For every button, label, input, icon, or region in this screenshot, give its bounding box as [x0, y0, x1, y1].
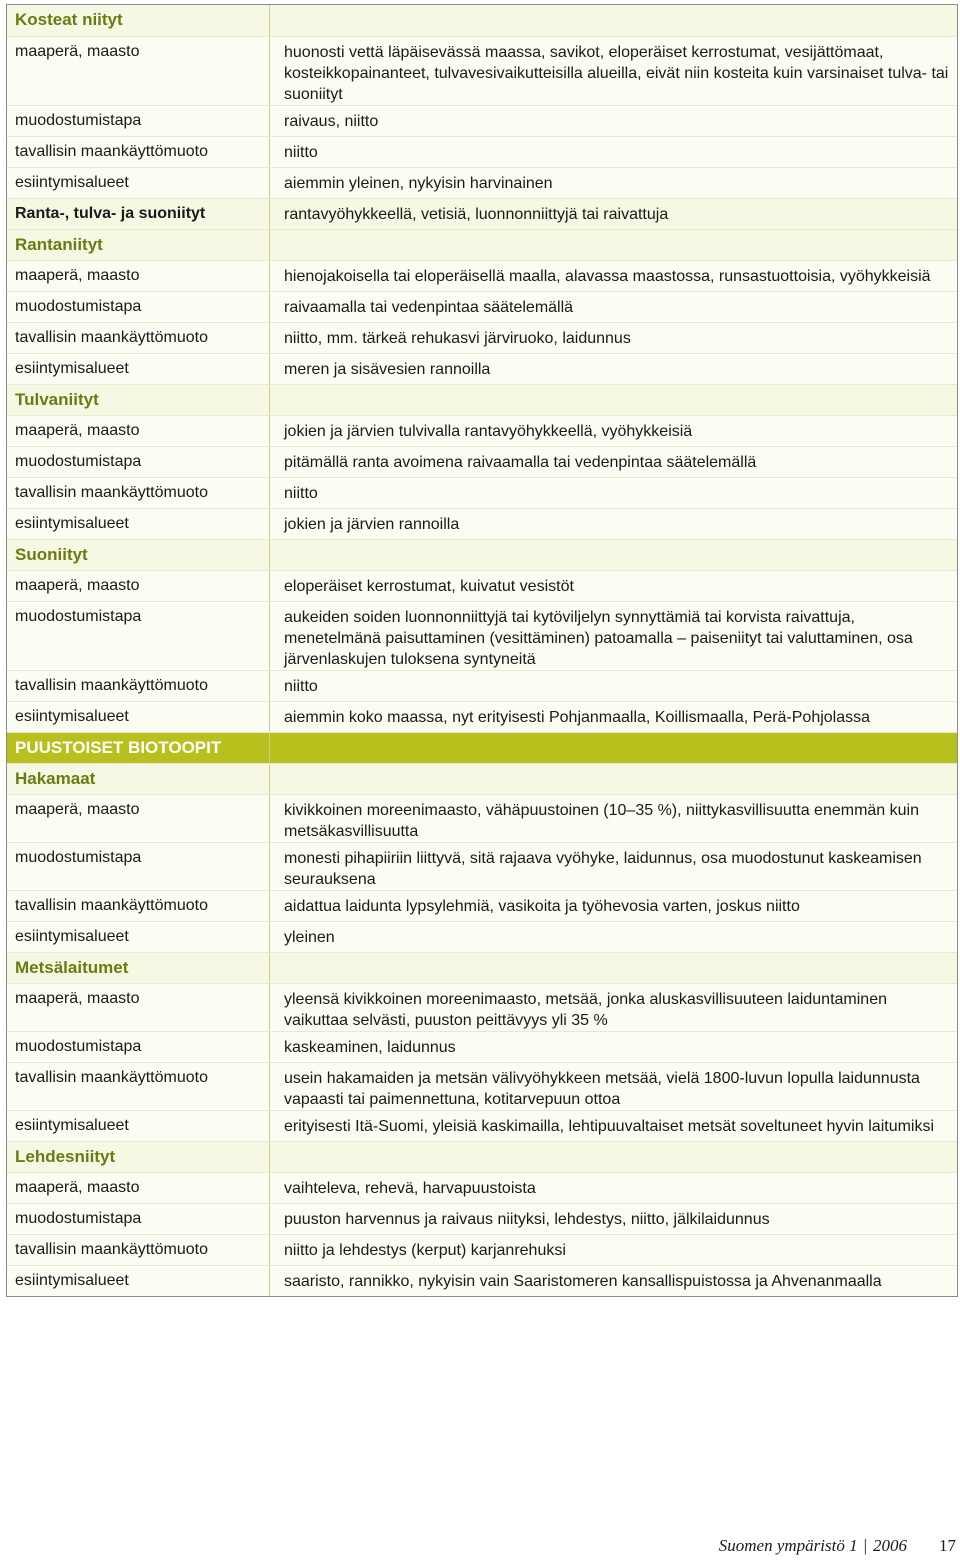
table-row — [7, 1234, 957, 1265]
row-label: muodostumistapa — [7, 843, 269, 890]
section-heading-row — [7, 1141, 957, 1172]
table-row — [7, 1203, 957, 1234]
table-row — [7, 136, 957, 167]
section-heading-row — [7, 198, 957, 229]
row-value: erityisesti Itä-Suomi, yleisiä kaskimailla, lehtipuuvaltaiset metsät soveltuneet hyvin laitumiksi — [269, 1111, 957, 1141]
table-row — [7, 1265, 957, 1296]
table-row — [7, 36, 957, 105]
row-label: tavallisin maankäyttömuoto — [7, 1235, 269, 1265]
row-value: niitto ja lehdestys (kerput) karjanrehuksi — [269, 1235, 957, 1265]
row-value: meren ja sisävesien rannoilla — [269, 354, 957, 384]
row-value: rantavyöhykkeellä, vetisiä, luonnonniittyjä tai raivattuja — [269, 199, 957, 229]
table-row — [7, 1031, 957, 1062]
row-value: niitto — [269, 137, 957, 167]
row-label: tavallisin maankäyttömuoto — [7, 137, 269, 167]
table-row — [7, 570, 957, 601]
table-row — [7, 794, 957, 842]
row-label: maaperä, maasto — [7, 261, 269, 291]
table-row — [7, 601, 957, 670]
row-label: tavallisin maankäyttömuoto — [7, 1063, 269, 1110]
row-value: niitto — [269, 478, 957, 508]
row-value: raivaus, niitto — [269, 106, 957, 136]
section-title: Kosteat niityt — [7, 5, 269, 36]
row-value: huonosti vettä läpäisevässä maassa, savikot, eloperäiset kerrostumat, vesijättömaat, kosteikkopainanteet, tulvavesivaikutteisilla alueilla, eivät niin kosteita kuin varsinaiset tulva- tai suoniityt — [269, 37, 957, 105]
row-value: aukeiden soiden luonnonniittyjä tai kytöviljelyn synnyttämiä tai korvista raivattuja, menetelmänä paisuttaminen (vesittäminen) patoamalla – paiseniityt tai valuttaminen, osa järvenlaskujen tuloksena syntyneitä — [269, 602, 957, 670]
row-label: muodostumistapa — [7, 1032, 269, 1062]
table-row — [7, 983, 957, 1031]
row-value — [269, 953, 957, 983]
row-value: jokien ja järvien rannoilla — [269, 509, 957, 539]
section-title: Hakamaat — [7, 764, 269, 794]
row-label: muodostumistapa — [7, 106, 269, 136]
footer-year: 2006 — [873, 1536, 907, 1555]
row-label: esiintymisalueet — [7, 1266, 269, 1296]
section-heading-row — [7, 229, 957, 260]
row-value: jokien ja järvien tulvivalla rantavyöhykkeellä, vyöhykkeisiä — [269, 416, 957, 446]
row-label: maaperä, maasto — [7, 37, 269, 105]
row-value: raivaamalla tai vedenpintaa säätelemällä — [269, 292, 957, 322]
row-value — [269, 385, 957, 415]
footer-publication: Suomen ympäristö — [718, 1536, 845, 1555]
table-row — [7, 921, 957, 952]
row-value — [269, 1142, 957, 1172]
row-value: kaskeaminen, laidunnus — [269, 1032, 957, 1062]
row-label: esiintymisalueet — [7, 1111, 269, 1141]
row-value: niitto, mm. tärkeä rehukasvi järviruoko, laidunnus — [269, 323, 957, 353]
section-heading-row — [7, 539, 957, 570]
row-label: muodostumistapa — [7, 1204, 269, 1234]
row-label: esiintymisalueet — [7, 168, 269, 198]
table-row — [7, 105, 957, 136]
row-value: aidattua laidunta lypsylehmiä, vasikoita ja työhevosia varten, joskus niitto — [269, 891, 957, 921]
biotope-table — [6, 4, 958, 1297]
table-row — [7, 670, 957, 701]
row-value — [269, 540, 957, 570]
row-label: maaperä, maasto — [7, 795, 269, 842]
row-label: esiintymisalueet — [7, 922, 269, 952]
row-value — [269, 733, 957, 763]
section-heading-row — [7, 763, 957, 794]
row-label: muodostumistapa — [7, 602, 269, 670]
row-label: maaperä, maasto — [7, 1173, 269, 1203]
table-row — [7, 1062, 957, 1110]
table-row — [7, 446, 957, 477]
section-title: Metsälaitumet — [7, 953, 269, 983]
row-value: saaristo, rannikko, nykyisin vain Saaristomeren kansallispuistossa ja Ahvenanmaalla — [269, 1266, 957, 1296]
table-row — [7, 260, 957, 291]
page-number: 17 — [939, 1536, 956, 1555]
table-row — [7, 477, 957, 508]
table-row — [7, 322, 957, 353]
row-label: maaperä, maasto — [7, 416, 269, 446]
section-heading-row — [7, 5, 957, 36]
row-label: tavallisin maankäyttömuoto — [7, 478, 269, 508]
row-value: yleensä kivikkoinen moreenimaasto, metsää, jonka aluskasvillisuuteen laiduntaminen vaikuttaa selvästi, puuston peittävyys yli 35 % — [269, 984, 957, 1031]
row-label: muodostumistapa — [7, 292, 269, 322]
table-row — [7, 1172, 957, 1203]
table-row — [7, 890, 957, 921]
row-label: tavallisin maankäyttömuoto — [7, 671, 269, 701]
row-label: esiintymisalueet — [7, 509, 269, 539]
table-row — [7, 291, 957, 322]
page-footer — [719, 1536, 956, 1556]
table-row — [7, 167, 957, 198]
row-value — [269, 764, 957, 794]
table-row — [7, 1110, 957, 1141]
section-title: Lehdesniityt — [7, 1142, 269, 1172]
row-value — [269, 230, 957, 260]
row-value: puuston harvennus ja raivaus niityksi, lehdestys, niitto, jälkilaidunnus — [269, 1204, 957, 1234]
row-value: vaihteleva, rehevä, harvapuustoista — [269, 1173, 957, 1203]
table-row — [7, 842, 957, 890]
section-title: Suoniityt — [7, 540, 269, 570]
table-row — [7, 508, 957, 539]
row-value: hienojakoisella tai eloperäisellä maalla, alavassa maastossa, runsastuottoisia, vyöhykkeisiä — [269, 261, 957, 291]
row-label: muodostumistapa — [7, 447, 269, 477]
row-value — [269, 5, 957, 36]
row-value: niitto — [269, 671, 957, 701]
row-label: maaperä, maasto — [7, 571, 269, 601]
row-label: tavallisin maankäyttömuoto — [7, 323, 269, 353]
row-value: yleinen — [269, 922, 957, 952]
row-value: aiemmin yleinen, nykyisin harvinainen — [269, 168, 957, 198]
section-title: Ranta-, tulva- ja suoniityt — [7, 199, 269, 229]
row-value: usein hakamaiden ja metsän välivyöhykkeen metsää, vielä 1800-luvun lopulla laidunnusta vapaasti tai paimennettuna, kotitarvepuun ottoa — [269, 1063, 957, 1110]
row-label: tavallisin maankäyttömuoto — [7, 891, 269, 921]
table-row — [7, 415, 957, 446]
table-row — [7, 701, 957, 732]
row-label: maaperä, maasto — [7, 984, 269, 1031]
footer-separator: | — [863, 1536, 867, 1555]
row-value: eloperäiset kerrostumat, kuivatut vesistöt — [269, 571, 957, 601]
section-heading-row — [7, 384, 957, 415]
row-label: esiintymisalueet — [7, 354, 269, 384]
table-row — [7, 353, 957, 384]
row-value: monesti pihapiiriin liittyvä, sitä rajaava vyöhyke, laidunnus, osa muodostunut kaskeamisen seurauksena — [269, 843, 957, 890]
section-title: Rantaniityt — [7, 230, 269, 260]
section-heading-row — [7, 952, 957, 983]
row-label: esiintymisalueet — [7, 702, 269, 732]
row-value: kivikkoinen moreenimaasto, vähäpuustoinen (10–35 %), niittykasvillisuutta enemmän kuin metsäkasvillisuutta — [269, 795, 957, 842]
footer-issue: 1 — [849, 1536, 858, 1555]
section-title: Tulvaniityt — [7, 385, 269, 415]
major-heading-row — [7, 732, 957, 763]
section-title: PUUSTOISET BIOTOOPIT — [7, 733, 269, 763]
row-value: aiemmin koko maassa, nyt erityisesti Pohjanmaalla, Koillismaalla, Perä-Pohjolassa — [269, 702, 957, 732]
row-value: pitämällä ranta avoimena raivaamalla tai vedenpintaa säätelemällä — [269, 447, 957, 477]
